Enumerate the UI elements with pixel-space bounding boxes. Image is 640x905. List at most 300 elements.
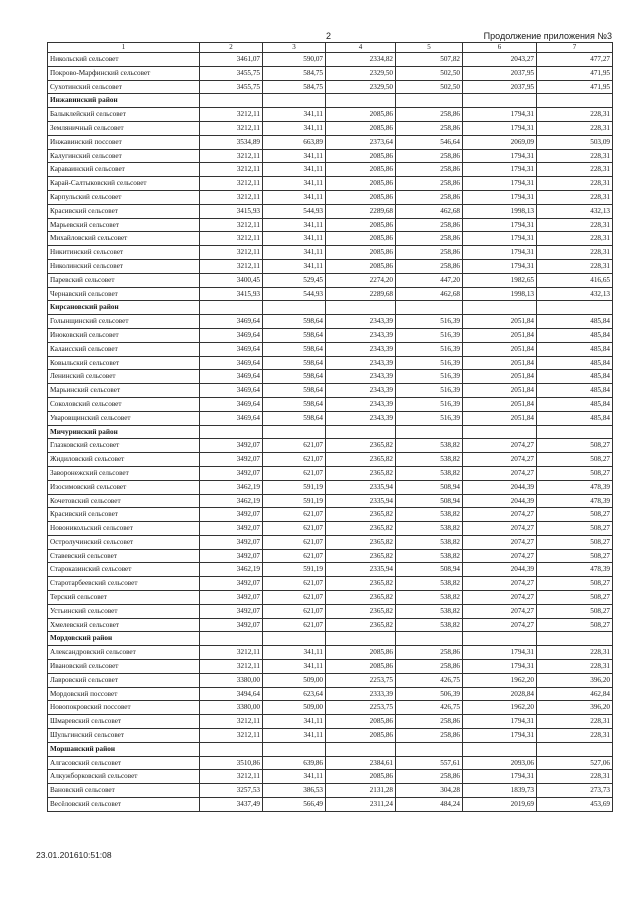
value-cell: 3415,93 [200, 287, 263, 301]
value-cell: 228,31 [537, 729, 613, 743]
value-cell: 258,86 [396, 108, 463, 122]
value-cell: 341,11 [263, 218, 326, 232]
value-cell: 3462,19 [200, 480, 263, 494]
table-row [48, 480, 613, 494]
value-cell: 621,07 [263, 549, 326, 563]
value-cell: 341,11 [263, 149, 326, 163]
value-cell: 3212,11 [200, 218, 263, 232]
value-cell: 1794,31 [463, 715, 537, 729]
value-cell: 2074,27 [463, 508, 537, 522]
table-row [48, 135, 613, 149]
value-cell: 2311,24 [326, 798, 396, 812]
value-cell: 2384,61 [326, 756, 396, 770]
column-number-row [48, 43, 613, 53]
value-cell: 3469,64 [200, 328, 263, 342]
value-cell: 478,39 [537, 480, 613, 494]
table-row [48, 273, 613, 287]
settlement-name-cell: Терский сельсовет [48, 591, 200, 605]
table-row [48, 798, 613, 812]
value-cell: 2043,27 [463, 53, 537, 67]
value-cell: 258,86 [396, 149, 463, 163]
settlement-name-cell: Паревский сельсовет [48, 273, 200, 287]
settlement-name-cell: Инжавинский поссовет [48, 135, 200, 149]
value-cell: 3492,07 [200, 535, 263, 549]
value-cell: 485,84 [537, 397, 613, 411]
value-cell: 3492,07 [200, 522, 263, 536]
table-row [48, 618, 613, 632]
value-cell: 3212,11 [200, 246, 263, 260]
value-cell: 258,86 [396, 177, 463, 191]
value-cell: 2131,28 [326, 784, 396, 798]
value-cell: 538,82 [396, 439, 463, 453]
value-cell: 538,82 [396, 591, 463, 605]
settlement-name-cell: Балыклейский сельсовет [48, 108, 200, 122]
settlement-name-cell: Уваровщинский сельсовет [48, 411, 200, 425]
value-cell: 341,11 [263, 646, 326, 660]
value-cell: 2051,84 [463, 315, 537, 329]
district-name-cell: Мичуринский район [48, 425, 200, 439]
value-cell: 2051,84 [463, 356, 537, 370]
value-cell: 478,39 [537, 494, 613, 508]
value-cell: 3492,07 [200, 577, 263, 591]
table-row [48, 246, 613, 260]
value-cell: 341,11 [263, 660, 326, 674]
value-cell: 509,00 [263, 673, 326, 687]
value-cell: 478,39 [537, 563, 613, 577]
value-cell: 462,68 [396, 287, 463, 301]
value-cell: 3469,64 [200, 356, 263, 370]
value-cell: 2085,86 [326, 715, 396, 729]
value-cell: 416,65 [537, 273, 613, 287]
value-cell: 485,84 [537, 356, 613, 370]
value-cell: 2333,39 [326, 687, 396, 701]
value-cell: 3494,64 [200, 687, 263, 701]
value-cell [537, 94, 613, 108]
value-cell: 3492,07 [200, 549, 263, 563]
value-cell: 1794,31 [463, 163, 537, 177]
value-cell: 508,27 [537, 439, 613, 453]
column-number-header: 6 [463, 43, 537, 53]
value-cell: 508,27 [537, 618, 613, 632]
value-cell: 1794,31 [463, 149, 537, 163]
value-cell: 2074,27 [463, 604, 537, 618]
settlement-name-cell: Лавровский сельсовет [48, 673, 200, 687]
value-cell: 485,84 [537, 328, 613, 342]
continuation-heading: Продолжение приложения №3 [483, 31, 612, 41]
table-body [48, 53, 613, 812]
settlement-name-cell: Остролучинский сельсовет [48, 535, 200, 549]
value-cell: 598,64 [263, 328, 326, 342]
table-row [48, 397, 613, 411]
value-cell: 506,39 [396, 687, 463, 701]
value-cell: 3257,53 [200, 784, 263, 798]
value-cell: 598,64 [263, 397, 326, 411]
value-cell: 2085,86 [326, 177, 396, 191]
value-cell: 396,20 [537, 701, 613, 715]
column-number-header: 7 [537, 43, 613, 53]
value-cell: 273,73 [537, 784, 613, 798]
value-cell: 485,84 [537, 411, 613, 425]
value-cell: 2085,86 [326, 163, 396, 177]
settlement-name-cell: Никитинский сельсовет [48, 246, 200, 260]
value-cell: 508,27 [537, 535, 613, 549]
value-cell: 591,19 [263, 494, 326, 508]
value-cell: 529,45 [263, 273, 326, 287]
table-row [48, 646, 613, 660]
value-cell: 258,86 [396, 770, 463, 784]
value-cell: 3492,07 [200, 618, 263, 632]
value-cell: 2289,68 [326, 204, 396, 218]
settlement-name-cell: Жидиловский сельсовет [48, 453, 200, 467]
settlement-name-cell: Сухотинский сельсовет [48, 80, 200, 94]
settlement-name-cell: Караваинский сельсовет [48, 163, 200, 177]
value-cell: 621,07 [263, 577, 326, 591]
value-cell [537, 425, 613, 439]
value-cell: 3534,89 [200, 135, 263, 149]
value-cell: 508,94 [396, 563, 463, 577]
table-row [48, 756, 613, 770]
value-cell: 2051,84 [463, 411, 537, 425]
value-cell: 516,39 [396, 356, 463, 370]
value-cell: 516,39 [396, 411, 463, 425]
value-cell: 2365,82 [326, 453, 396, 467]
value-cell [263, 742, 326, 756]
value-cell: 341,11 [263, 190, 326, 204]
value-cell: 508,94 [396, 494, 463, 508]
value-cell: 2335,94 [326, 480, 396, 494]
value-cell: 508,27 [537, 522, 613, 536]
value-cell: 2074,27 [463, 439, 537, 453]
value-cell: 1794,31 [463, 729, 537, 743]
value-cell: 228,31 [537, 770, 613, 784]
value-cell: 2343,39 [326, 315, 396, 329]
district-heading-row [48, 632, 613, 646]
value-cell: 566,49 [263, 798, 326, 812]
value-cell: 2365,82 [326, 508, 396, 522]
value-cell: 2289,68 [326, 287, 396, 301]
value-cell: 228,31 [537, 177, 613, 191]
district-heading-row [48, 94, 613, 108]
value-cell: 507,82 [396, 53, 463, 67]
value-cell: 2365,82 [326, 591, 396, 605]
value-cell: 462,68 [396, 204, 463, 218]
value-cell: 2074,27 [463, 535, 537, 549]
value-cell: 516,39 [396, 384, 463, 398]
value-cell: 621,07 [263, 522, 326, 536]
value-cell: 621,07 [263, 439, 326, 453]
value-cell [200, 301, 263, 315]
table-row [48, 163, 613, 177]
value-cell: 2085,86 [326, 259, 396, 273]
value-cell: 2085,86 [326, 770, 396, 784]
district-name-cell: Кирсановский район [48, 301, 200, 315]
value-cell [463, 742, 537, 756]
table-row [48, 315, 613, 329]
value-cell: 3492,07 [200, 466, 263, 480]
value-cell: 3462,19 [200, 563, 263, 577]
value-cell: 2343,39 [326, 342, 396, 356]
value-cell: 258,86 [396, 218, 463, 232]
value-cell: 2365,82 [326, 618, 396, 632]
value-cell: 2253,75 [326, 701, 396, 715]
value-cell [263, 425, 326, 439]
value-cell: 341,11 [263, 177, 326, 191]
settlement-name-cell: Старотарбеевский сельсовет [48, 577, 200, 591]
value-cell: 3212,11 [200, 770, 263, 784]
table-row [48, 673, 613, 687]
settlement-name-cell: Марьевский сельсовет [48, 218, 200, 232]
value-cell: 2343,39 [326, 384, 396, 398]
value-cell [537, 742, 613, 756]
value-cell: 2085,86 [326, 108, 396, 122]
settlement-name-cell: Николинский сельсовет [48, 259, 200, 273]
district-name-cell: Моршанский район [48, 742, 200, 756]
value-cell: 508,27 [537, 604, 613, 618]
value-cell [263, 301, 326, 315]
table-row [48, 687, 613, 701]
value-cell: 3469,64 [200, 342, 263, 356]
value-cell: 447,20 [396, 273, 463, 287]
value-cell: 1982,65 [463, 273, 537, 287]
value-cell: 2365,82 [326, 535, 396, 549]
value-cell: 3380,00 [200, 701, 263, 715]
value-cell: 462,84 [537, 687, 613, 701]
value-cell: 2343,39 [326, 328, 396, 342]
column-number-header: 2 [200, 43, 263, 53]
value-cell: 663,89 [263, 135, 326, 149]
value-cell: 2044,39 [463, 480, 537, 494]
settlement-name-cell: Ковыльский сельсовет [48, 356, 200, 370]
table-row [48, 660, 613, 674]
value-cell: 508,27 [537, 577, 613, 591]
value-cell: 1962,20 [463, 701, 537, 715]
value-cell: 527,06 [537, 756, 613, 770]
settlement-name-cell: Староказинский сельсовет [48, 563, 200, 577]
table-row [48, 108, 613, 122]
value-cell: 1998,13 [463, 287, 537, 301]
value-cell: 508,94 [396, 480, 463, 494]
table-row [48, 563, 613, 577]
value-cell: 228,31 [537, 246, 613, 260]
value-cell: 2373,64 [326, 135, 396, 149]
table-row [48, 604, 613, 618]
value-cell: 621,07 [263, 591, 326, 605]
column-number-header: 4 [326, 43, 396, 53]
value-cell: 2343,39 [326, 356, 396, 370]
value-cell [326, 94, 396, 108]
value-cell: 3492,07 [200, 508, 263, 522]
value-cell: 621,07 [263, 508, 326, 522]
value-cell: 2335,94 [326, 563, 396, 577]
value-cell [263, 94, 326, 108]
value-cell: 258,86 [396, 715, 463, 729]
value-cell: 544,93 [263, 204, 326, 218]
value-cell: 3455,75 [200, 66, 263, 80]
value-cell: 1794,31 [463, 190, 537, 204]
settlement-name-cell: Покрово-Марфинский сельсовет [48, 66, 200, 80]
table-row [48, 522, 613, 536]
value-cell: 3212,11 [200, 108, 263, 122]
value-cell: 2074,27 [463, 453, 537, 467]
table-row [48, 121, 613, 135]
settlement-name-cell: Красивский сельсовет [48, 508, 200, 522]
value-cell: 3212,11 [200, 163, 263, 177]
district-heading-row [48, 301, 613, 315]
value-cell: 2365,82 [326, 439, 396, 453]
value-cell: 396,20 [537, 673, 613, 687]
value-cell: 621,07 [263, 453, 326, 467]
value-cell: 228,31 [537, 715, 613, 729]
value-cell: 341,11 [263, 770, 326, 784]
value-cell: 538,82 [396, 604, 463, 618]
value-cell: 2365,82 [326, 604, 396, 618]
table-row [48, 715, 613, 729]
table-row [48, 53, 613, 67]
settlement-name-cell: Соколовский сельсовет [48, 397, 200, 411]
value-cell: 341,11 [263, 108, 326, 122]
settlement-name-cell: Заворонежский сельсовет [48, 466, 200, 480]
value-cell: 1794,31 [463, 232, 537, 246]
table-row [48, 701, 613, 715]
value-cell: 228,31 [537, 190, 613, 204]
value-cell: 258,86 [396, 729, 463, 743]
value-cell: 3212,11 [200, 729, 263, 743]
table-row [48, 190, 613, 204]
value-cell: 2074,27 [463, 466, 537, 480]
value-cell: 598,64 [263, 411, 326, 425]
print-timestamp: 23.01.201610:51:08 [36, 850, 112, 860]
value-cell: 341,11 [263, 715, 326, 729]
value-cell [396, 742, 463, 756]
value-cell: 3492,07 [200, 453, 263, 467]
value-cell: 1962,20 [463, 673, 537, 687]
value-cell: 1794,31 [463, 121, 537, 135]
value-cell: 623,64 [263, 687, 326, 701]
value-cell: 516,39 [396, 397, 463, 411]
value-cell: 598,64 [263, 370, 326, 384]
value-cell: 2037,95 [463, 66, 537, 80]
table-row [48, 508, 613, 522]
value-cell: 3469,64 [200, 384, 263, 398]
value-cell [200, 632, 263, 646]
value-cell: 228,31 [537, 108, 613, 122]
table-row [48, 784, 613, 798]
table-row [48, 204, 613, 218]
value-cell [326, 301, 396, 315]
value-cell: 508,27 [537, 591, 613, 605]
value-cell: 1839,73 [463, 784, 537, 798]
value-cell: 3212,11 [200, 646, 263, 660]
settlement-name-cell: Новопокровский поссовет [48, 701, 200, 715]
value-cell: 3212,11 [200, 190, 263, 204]
settlement-name-cell: Калаисский сельсовет [48, 342, 200, 356]
value-cell: 538,82 [396, 466, 463, 480]
value-cell: 471,95 [537, 80, 613, 94]
value-cell: 621,07 [263, 604, 326, 618]
settlement-name-cell: Ивановский сельсовет [48, 660, 200, 674]
value-cell: 471,95 [537, 66, 613, 80]
value-cell: 598,64 [263, 356, 326, 370]
value-cell: 258,86 [396, 246, 463, 260]
value-cell: 3462,19 [200, 494, 263, 508]
value-cell [326, 632, 396, 646]
value-cell: 341,11 [263, 232, 326, 246]
value-cell: 538,82 [396, 453, 463, 467]
table-row [48, 591, 613, 605]
value-cell: 228,31 [537, 259, 613, 273]
table-row [48, 411, 613, 425]
value-cell: 2085,86 [326, 121, 396, 135]
value-cell: 341,11 [263, 259, 326, 273]
value-cell: 2019,69 [463, 798, 537, 812]
value-cell: 538,82 [396, 522, 463, 536]
settlement-name-cell: Алкужборковский сельсовет [48, 770, 200, 784]
table-row [48, 549, 613, 563]
table-row [48, 453, 613, 467]
settlement-name-cell: Никольский сельсовет [48, 53, 200, 67]
value-cell: 516,39 [396, 328, 463, 342]
value-cell: 3455,75 [200, 80, 263, 94]
value-cell: 2343,39 [326, 397, 396, 411]
value-cell: 485,84 [537, 342, 613, 356]
value-cell: 508,27 [537, 549, 613, 563]
value-cell: 341,11 [263, 246, 326, 260]
value-cell: 2085,86 [326, 149, 396, 163]
value-cell: 557,61 [396, 756, 463, 770]
table-row [48, 494, 613, 508]
value-cell: 2335,94 [326, 494, 396, 508]
settlement-name-cell: Чернавский сельсовет [48, 287, 200, 301]
value-cell: 258,86 [396, 660, 463, 674]
district-heading-row [48, 742, 613, 756]
table-row [48, 384, 613, 398]
value-cell: 584,75 [263, 80, 326, 94]
value-cell [396, 425, 463, 439]
value-cell: 341,11 [263, 121, 326, 135]
value-cell: 258,86 [396, 121, 463, 135]
table-row [48, 466, 613, 480]
column-number-header: 1 [48, 43, 200, 53]
value-cell: 3461,07 [200, 53, 263, 67]
value-cell: 538,82 [396, 618, 463, 632]
value-cell: 639,86 [263, 756, 326, 770]
value-cell: 304,28 [396, 784, 463, 798]
value-cell: 3212,11 [200, 121, 263, 135]
value-cell: 258,86 [396, 190, 463, 204]
value-cell: 2028,84 [463, 687, 537, 701]
settlement-name-cell: Кочетовский сельсовет [48, 494, 200, 508]
table-row [48, 66, 613, 80]
settlement-name-cell: Устьинский сельсовет [48, 604, 200, 618]
value-cell [463, 632, 537, 646]
value-cell [537, 301, 613, 315]
value-cell: 538,82 [396, 535, 463, 549]
value-cell: 341,11 [263, 163, 326, 177]
settlement-name-cell: Весёловский сельсовет [48, 798, 200, 812]
settlement-name-cell: Марьинский сельсовет [48, 384, 200, 398]
value-cell: 546,64 [396, 135, 463, 149]
value-cell: 484,24 [396, 798, 463, 812]
value-cell: 2253,75 [326, 673, 396, 687]
value-cell: 1794,31 [463, 218, 537, 232]
value-cell: 3212,11 [200, 232, 263, 246]
value-cell: 3380,00 [200, 673, 263, 687]
value-cell: 590,07 [263, 53, 326, 67]
value-cell: 3437,49 [200, 798, 263, 812]
value-cell: 426,75 [396, 673, 463, 687]
value-cell: 598,64 [263, 384, 326, 398]
value-cell: 3492,07 [200, 591, 263, 605]
